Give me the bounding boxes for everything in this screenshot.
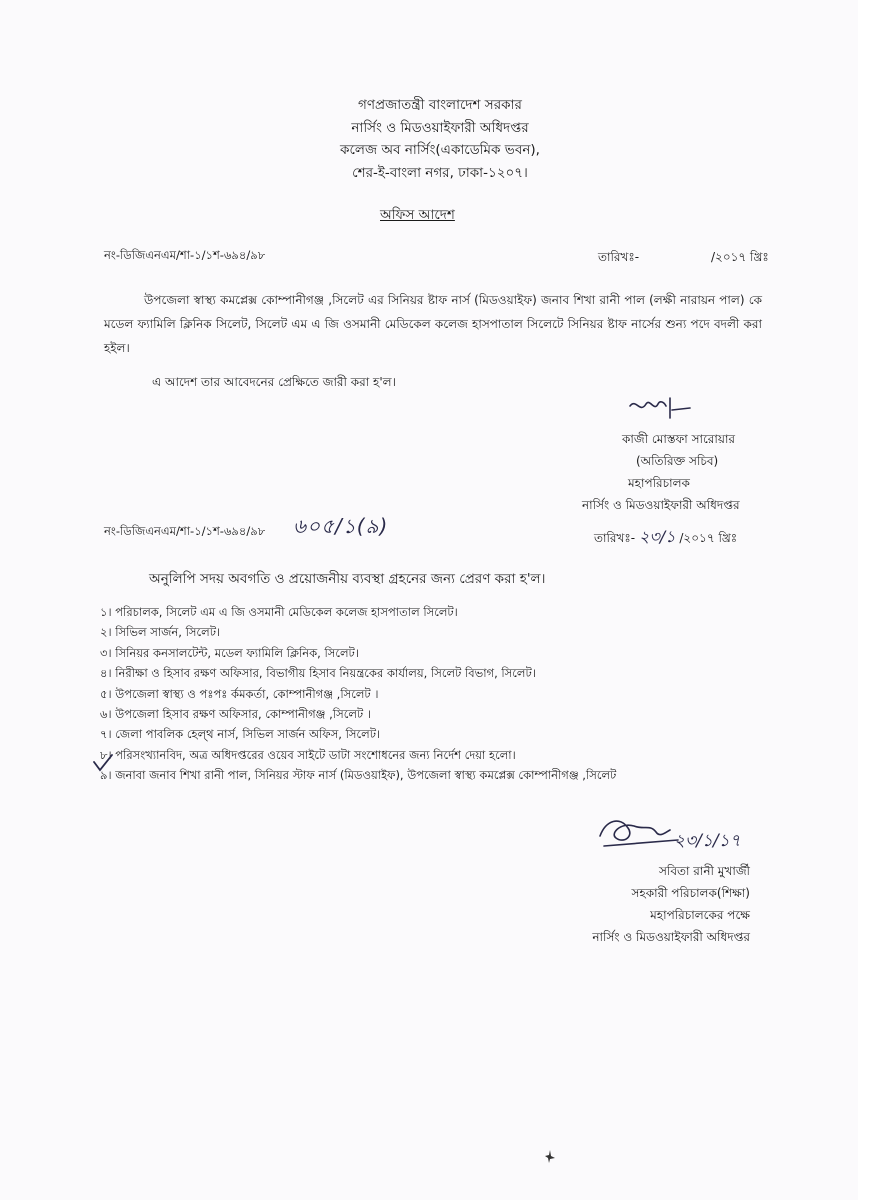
letterhead-government: গণপ্রজাতন্ত্রী বাংলাদেশ সরকার xyxy=(358,97,522,113)
memo-date-label: তারিখঃ- xyxy=(598,250,640,264)
list-item: ৪। নিরীক্ষা ও হিসাব রক্ষণ অফিসার, বিভাগীয় হিসাব নিয়ন্ত্রকের কার্যালয়, সিলেট বিভাগ, সিলেট। xyxy=(100,666,536,681)
memo-reference-number: নং-ডিজিএনএম/শা-১/১শ-৬৯৪/৯৮ xyxy=(104,248,266,262)
signatory-2-designation: সহকারী পরিচালক(শিক্ষা) xyxy=(631,886,750,900)
copy-date-label: তারিখঃ- xyxy=(594,531,636,545)
signatory-1-name: কাজী মোস্তফা সারোয়ার xyxy=(622,432,736,446)
list-item: ২। সিভিল সার্জন, সিলেট। xyxy=(100,625,221,640)
scan-border xyxy=(858,0,876,1200)
list-item: ৮। পরিসংখ্যানবিদ, অত্র অধিদপ্তরের ওয়েব সাইটে ডাটা সংশোধনের জন্য নির্দেশ দেয়া হলো। xyxy=(100,747,516,762)
copy-intro: অনুলিপি সদয় অবগতি ও প্রয়োজনীয় ব্যবস্থা গ্রহনের জন্য প্রেরণ করা হ'ল। xyxy=(149,571,546,587)
signature-2-date: ২৩/১/১৭ xyxy=(674,831,741,851)
scan-speck xyxy=(542,1148,558,1164)
signatory-1-block xyxy=(560,428,770,516)
signatory-2-name: সবিতা রানী মুখার্জী xyxy=(658,864,750,878)
letterhead-building: কলেজ অব নার্সিং(একাডেমিক ভবন), xyxy=(340,142,540,158)
list-item: ৫। উপজেলা স্বাস্থ্য ও পঃপঃ র্কমকর্তা, কোম্পানীগঞ্জ ,সিলেট । xyxy=(100,686,379,701)
order-title: অফিস আদেশ xyxy=(380,207,455,223)
signature-2-mark xyxy=(594,806,741,858)
copy-date xyxy=(594,524,737,551)
copy-date-handwritten: ২৩/১ xyxy=(638,527,676,546)
handwritten-tick-icon xyxy=(92,752,114,774)
order-body-paragraph: উপজেলা স্বাস্থ্য কমপ্লেক্স কোম্পানীগঞ্জ ,সিলেট এর সিনিয়র ষ্টাফ নার্স (মিডওয়াইফ) জনাব শিখা রানী পাল (লক্ষী নারায়ন পাল) কে মডেল ফ্যামিলি ক্লিনিক সিলেট, সিলেট এম এ জি ওসমানী মেডিকেল কলেজ হাসপাতাল সিলেটে সিনিয়র ষ্টাফ নার্সের শুন্য পদে বদলী করা হইল। xyxy=(104,293,762,355)
signatory-2-office: নার্সিং ও মিডওয়াইফারী অধিদপ্তর xyxy=(592,930,750,944)
list-item: ৬। উপজেলা হিসাব রক্ষণ অফিসার, কোম্পানীগঞ্জ ,সিলেট । xyxy=(100,707,371,722)
letterhead xyxy=(250,94,630,184)
letterhead-address: শের-ই-বাংলা নগর, ঢাকা-১২০৭। xyxy=(352,164,528,181)
signatory-2-on-behalf: মহাপরিচালকের পক্ষে xyxy=(650,908,750,922)
copy-date-suffix: /২০১৭ খ্রিঃ xyxy=(679,531,738,545)
signature-1-mark xyxy=(626,392,692,426)
signatory-1-rank: (অতিরিক্ত সচিব) xyxy=(636,454,719,468)
copy-reference-handwritten: ৬০৫/১(৯) xyxy=(293,514,389,538)
memo-date-value: /২০১৭ খ্রিঃ xyxy=(711,250,769,264)
distribution-list xyxy=(100,602,740,786)
signatory-2-block xyxy=(540,860,750,948)
list-item: ৩। সিনিয়র কনসালটেন্ট, মডেল ফ্যামিলি ক্লিনিক, সিলেট। xyxy=(100,645,359,660)
signatory-1-designation: মহাপরিচালক xyxy=(628,476,690,490)
signatory-1-office: নার্সিং ও মিডওয়াইফারী অধিদপ্তর xyxy=(582,498,740,512)
list-item: ১। পরিচালক, সিলেট এম এ জি ওসমানী মেডিকেল কলেজ হাসপাতাল সিলেট। xyxy=(100,605,458,619)
copy-reference-number: নং-ডিজিএনএম/শা-১/১শ-৬৯৪/৯৮ xyxy=(104,524,266,538)
letterhead-directorate: নার্সিং ও মিডওয়াইফারী অধিদপ্তর xyxy=(351,119,529,136)
list-item: ৭। জেলা পাবলিক হেল্থ নার্স, সিভিল সার্জন অফিস, সিলেট। xyxy=(100,727,381,742)
order-basis-paragraph: এ আদেশ তার আবেদনের প্রেক্ষিতে জারী করা হ'ল। xyxy=(152,375,396,389)
list-item: ৯। জনাবা জনাব শিখা রানী পাল, সিনিয়র স্টাফ নার্স (মিডওয়াইফ), উপজেলা স্বাস্থ্য কমপ্লেক্স কোম্পানীগঞ্জ ,সিলেট xyxy=(100,768,617,783)
